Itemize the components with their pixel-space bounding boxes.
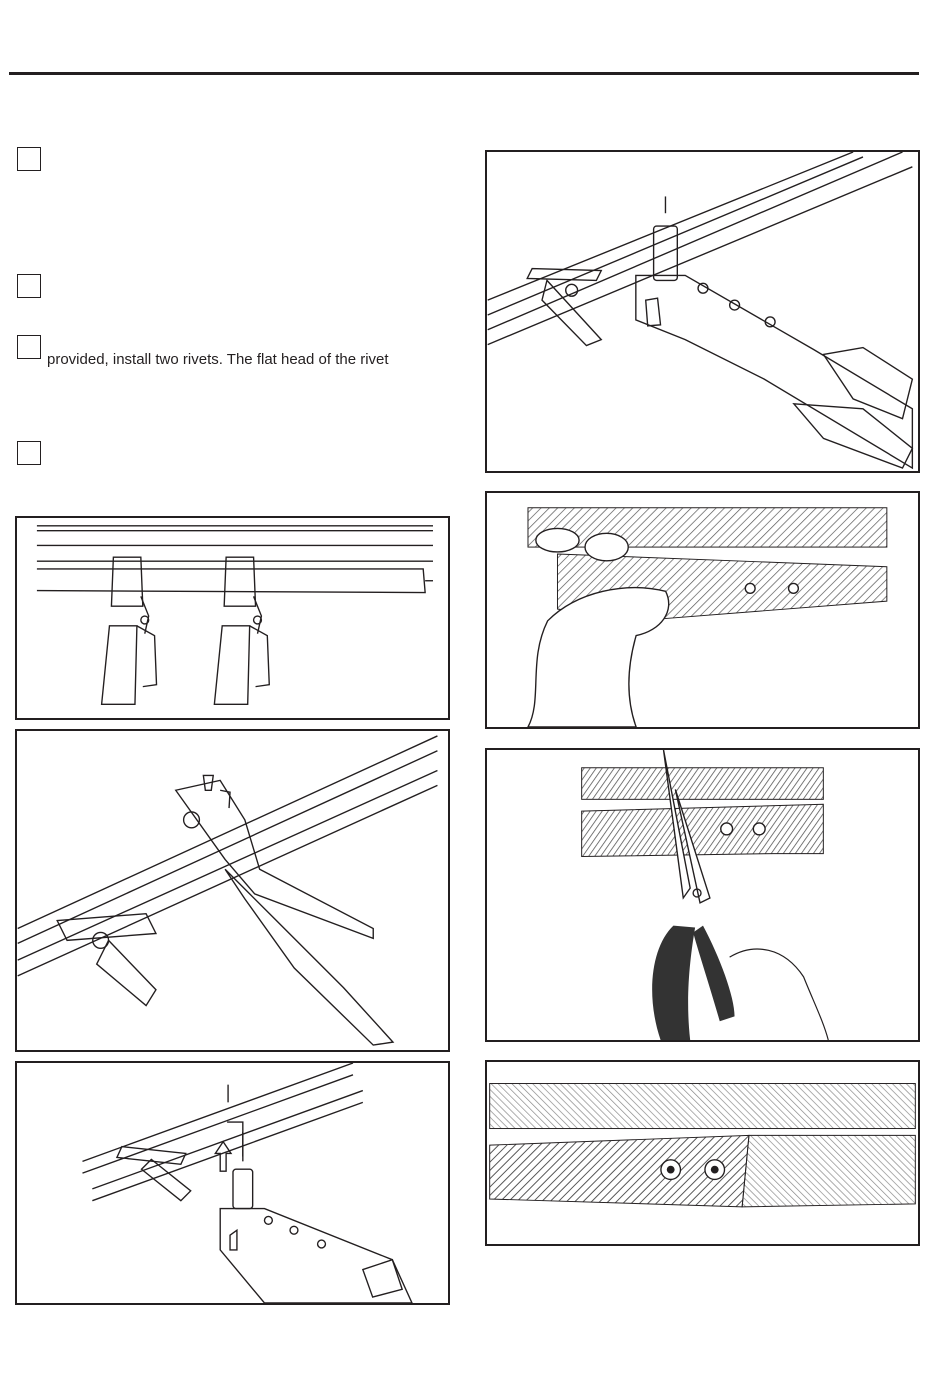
- step-2-checkbox[interactable]: [17, 274, 41, 298]
- step-3-checkbox[interactable]: [17, 335, 41, 359]
- hand-icon: [487, 493, 918, 727]
- rivet-tool-icon: [487, 152, 918, 471]
- spring-clips-icon: [17, 518, 448, 718]
- rivet-tool-icon: [17, 1063, 448, 1303]
- illustration-punch-pliers: [15, 729, 450, 1052]
- illustration-rivet-tool-closeup: [485, 150, 920, 473]
- scissors-icon: [487, 750, 918, 1040]
- illustration-finished-strap: [485, 1060, 920, 1246]
- step-3-text: provided, install two rivets. The flat head of the rivet: [47, 351, 389, 368]
- riveted-strap-icon: [487, 1062, 918, 1244]
- header-rule: [9, 72, 919, 75]
- hole-punch-pliers-icon: [17, 731, 448, 1050]
- illustration-insert-rivet: [15, 1061, 450, 1305]
- illustration-hand-holding-strap: [485, 491, 920, 729]
- step-1-checkbox[interactable]: [17, 147, 41, 171]
- step-4-checkbox[interactable]: [17, 441, 41, 465]
- illustration-scissors-trim: [485, 748, 920, 1042]
- illustration-clips-on-rail: [15, 516, 450, 720]
